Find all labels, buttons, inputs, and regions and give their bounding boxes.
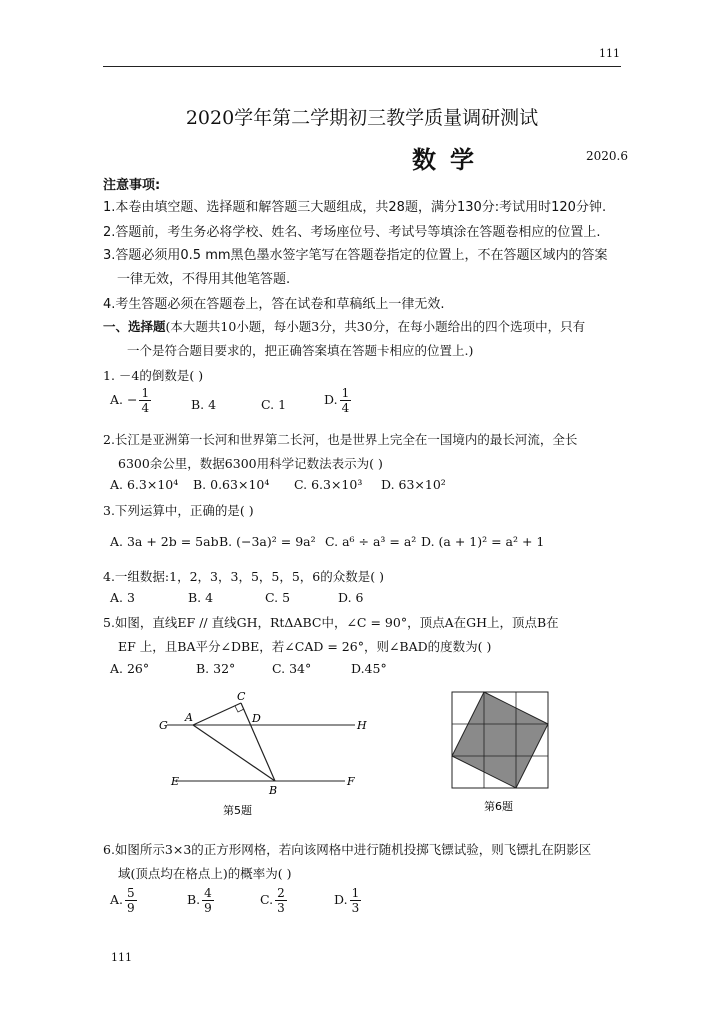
q4-option-b: B. 4 [188,590,214,605]
notice-item: 2.答题前，考生务必将学校、姓名、考场座位号、考试号等填涂在答题卷相应的位置上. [103,225,601,240]
label-a: A [185,711,193,724]
q6-b-fraction: $\frac{4}{9}$ [204,886,212,915]
q4-option-c: C. 5 [265,590,291,605]
q4-stem: 4.一组数据:1，2，3，3，5，5，5，6的众数是( ) [103,569,384,584]
q2-option-b: B. 0.63×10⁴ [193,477,270,492]
exam-title: 2020学年第二学期初三教学质量调研测试 [185,107,539,129]
q6-d-fraction: $\frac{1}{3}$ [351,886,360,915]
q3-stem: 3.下列运算中，正确的是( ) [103,503,254,518]
q6-option-d: D. $\frac{1}{3}$ [334,886,360,915]
q1-option-c: C. 1 [261,397,287,412]
q2-option-a: A. 6.3×10⁴ [110,477,179,492]
q1-a-fraction: $\frac{1}{4}$ [141,386,150,415]
q4-option-d: D. 6 [338,590,364,605]
q5-option-a: A. 26° [110,661,150,676]
q1-option-d: D. $\frac{1}{4}$ [324,386,350,415]
section1-desc-cont: 一个是符合题目要求的，把正确答案填在答题卡相应的位置上.) [127,343,474,358]
q6-c-fraction: $\frac{2}{3}$ [277,886,285,915]
figure-5-caption: 第5题 [223,804,252,817]
figure-5 [155,688,415,820]
q5-option-d: D.45° [351,661,387,676]
q5-option-b: B. 32° [196,661,236,676]
header-page-number: 111 [599,47,620,60]
q3-option-b: B. (−3a)² = 9a² [219,534,316,549]
q5-stem: 5.如图，直线EF // 直线GH，RtΔABC中，∠C = 90°，顶点A在GH上，顶点B在 [103,615,559,630]
q1-option-b: B. 4 [191,397,217,412]
q5-stem-cont: EF 上，且BA平分∠DBE，若∠CAD = 26°，则∠BAD的度数为( ) [118,639,492,654]
label-d: D [252,712,261,725]
label-b: B [269,784,278,797]
q6-option-c: C. $\frac{2}{3}$ [260,886,285,915]
q5-option-c: C. 34° [272,661,312,676]
q2-option-c: C. 6.3×10³ [294,477,363,492]
label-h: H [357,719,367,732]
label-f: F [347,775,355,788]
q2-stem-cont: 6300余公里，数据6300用科学记数法表示为( ) [118,456,383,471]
notice-item: 一律无效，不得用其他笔答题. [117,272,291,287]
q6-stem: 6.如图所示3×3的正方形网格，若向该网格中进行随机投掷飞镖试验，则飞镖扎在阴影区 [103,842,592,857]
label-e: E [171,775,180,788]
q6-option-b: B. $\frac{4}{9}$ [187,886,212,915]
notice-item: 1.本卷由填空题、选择题和解答题三大题组成，共28题，满分130分:考试用时120分钟. [103,200,607,215]
q1-option-a: A. − $\frac{1}{4}$ [110,386,150,415]
q4-option-a: A. 3 [110,590,135,605]
notice-item: 4.考生答题必须在答题卷上，答在试卷和草稿纸上一律无效. [103,297,445,312]
section1-heading: 一、选择题 [103,319,166,334]
label-c: C [237,690,246,703]
header-rule [103,66,621,67]
figure-6-caption: 第6题 [484,800,513,813]
footer-page-number: 111 [111,951,132,964]
subject-title: 数学 [412,145,488,174]
q3-option-d: D. (a + 1)² = a² + 1 [421,534,545,549]
q3-option-a: A. 3a + 2b = 5ab [110,534,219,549]
q6-stem-cont: 域(顶点均在格点上)的概率为( ) [118,866,292,881]
section1-desc: (本大题共10小题，每小题3分，共30分，在每小题给出的四个选项中，只有 [165,319,586,334]
q1-stem: 1. －4的倒数是( ) [103,368,204,383]
section1-intro [103,317,585,335]
label-g: G [159,719,168,732]
notice-heading: 注意事项: [103,178,161,193]
q2-stem: 2.长江是亚洲第一长河和世界第二长河，也是世界上完全在一国境内的最长河流，全长 [103,432,578,447]
exam-date: 2020.6 [586,149,628,163]
figure-6 [448,690,553,818]
q6-option-a: A. $\frac{5}{9}$ [110,886,135,915]
notice-item: 3.答题必须用0.5 mm黑色墨水签字笔写在答题卷指定的位置上，不在答题区域内的答案 [103,248,608,263]
q6-a-fraction: $\frac{5}{9}$ [127,886,135,915]
segment-ac [193,703,241,725]
q2-option-d: D. 63×10² [381,477,446,492]
q1-d-fraction: $\frac{1}{4}$ [341,386,350,415]
q3-option-c: C. a⁶ ÷ a³ = a² [325,534,417,549]
